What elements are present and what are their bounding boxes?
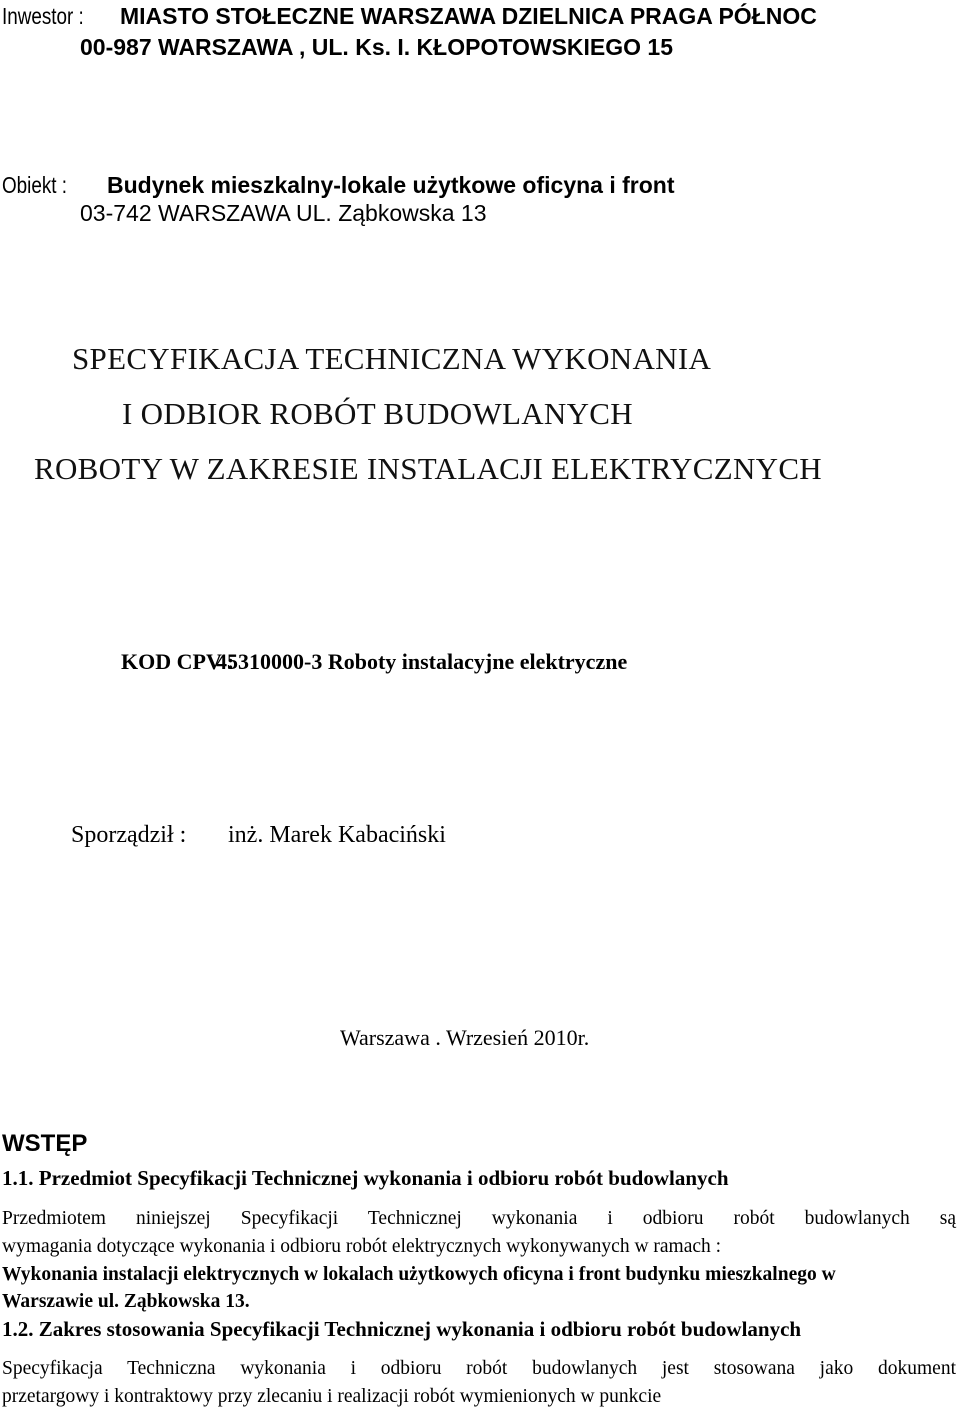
object-address: 03-742 WARSZAWA UL. Ząbkowska 13	[80, 200, 487, 226]
section-1-1-line-4: Warszawie ul. Ząbkowska 13.	[2, 1291, 250, 1312]
section-1-1-line-2: wymagania dotyczące wykonania i odbioru robót elektrycznych wykonywanych w ramach :	[2, 1236, 722, 1257]
section-1-1-heading: 1.1. Przedmiot Specyfikacji Technicznej wykonania i odbioru robót budowlanych	[2, 1166, 729, 1190]
section-1-2-heading: 1.2. Zakres stosowania Specyfikacji Technicznej wykonania i odbioru robót budowlanych	[2, 1317, 802, 1341]
section-1-2-line-2: przetargowy i kontraktowy przy zlecaniu i realizacji robót wymienionych w punkcie	[2, 1386, 662, 1407]
section-heading-wstep: WSTĘP	[2, 1130, 88, 1157]
object-label-row	[2, 172, 81, 199]
title-line-1: SPECYFIKACJA TECHNICZNA WYKONANIA	[72, 341, 712, 376]
author-label: Sporządził :	[71, 822, 187, 848]
investor-address-row	[80, 34, 673, 61]
investor-name-row	[120, 3, 817, 30]
object-label: Obiekt :	[2, 172, 67, 198]
title-line-2: I ODBIOR ROBÓT BUDOWLANYCH	[122, 396, 633, 431]
object-name-row	[107, 172, 675, 199]
investor-row	[2, 3, 102, 30]
place-date: Warszawa . Wrzesień 2010r.	[340, 1025, 590, 1050]
investor-label: Inwestor :	[2, 3, 84, 29]
cpv-label: KOD CPV :	[121, 649, 235, 674]
author-name: inż. Marek Kabaciński	[228, 822, 446, 848]
section-1-1-line-1: Przedmiotem niniejszej Specyfikacji Technicznej wykonania i odbioru robót budowlanych są	[2, 1208, 956, 1229]
section-1-1-line-3: Wykonania instalacji elektrycznych w lokalach użytkowych oficyna i front budynku mieszkalnego w	[2, 1264, 836, 1285]
object-address-row	[80, 200, 487, 227]
cpv-value: 45310000-3 Roboty instalacyjne elektryczne	[216, 649, 628, 674]
section-1-2-line-1: Specyfikacja Techniczna wykonania i odbioru robót budowlanych jest stosowana jako dokument	[2, 1358, 956, 1379]
object-name: Budynek mieszkalny-lokale użytkowe oficyna i front	[107, 172, 675, 198]
title-line-3: ROBOTY W ZAKRESIE INSTALACJI ELEKTRYCZNYCH	[34, 451, 822, 486]
investor-address: 00-987 WARSZAWA , UL. Ks. I. KŁOPOTOWSKIEGO 15	[80, 34, 674, 60]
investor-name: MIASTO STOŁECZNE WARSZAWA DZIELNICA PRAGA PÓŁNOC	[120, 3, 817, 29]
